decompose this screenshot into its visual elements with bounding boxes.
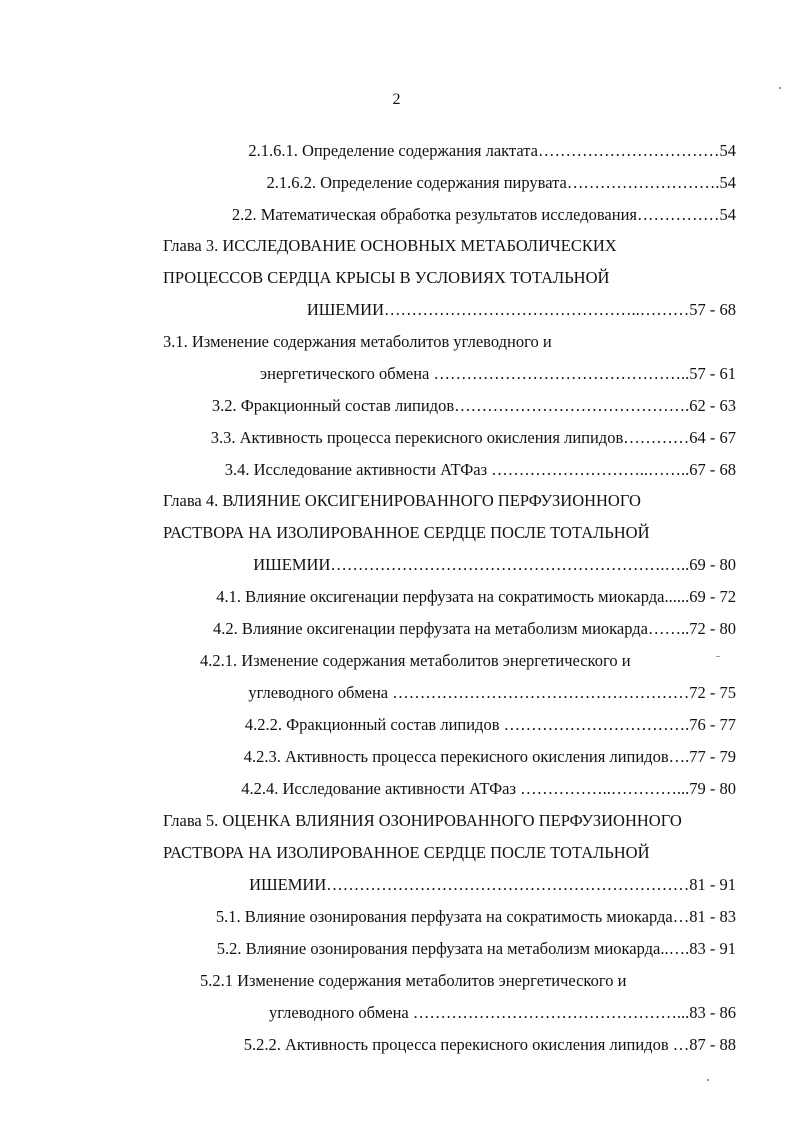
toc-entry-2-1-6-2: 2.1.6.2. Определение содержания пирувата……………………….54 (266, 173, 736, 192)
toc-chapter-3-line-3: ИШЕМИИ………………………………………..………57 - 68 (306, 300, 736, 319)
toc-entry-4-2-2: 4.2.2. Фракционный состав липидов …………………………….76 - 77 (244, 715, 736, 734)
toc-chapter-4-line-1: Глава 4. ВЛИЯНИЕ ОКСИГЕНИРОВАННОГО ПЕРФУЗИОННОГО (163, 491, 641, 510)
toc-chapter-4-line-3: ИШЕМИИ…………………………………………………….…..69 - 80 (253, 555, 736, 574)
toc-entry-4-2-4: 4.2.4. Исследование активности АТФаз ……………..…………...79 - 80 (241, 779, 736, 798)
toc-entry-5-2: 5.2. Влияние озонирования перфузата на метаболизм миокарда..….83 - 91 (216, 939, 736, 958)
toc-entry-4-2-1-line-2: углеводного обмена ………………………………………………72 - 75 (248, 683, 736, 702)
toc-entry-4-2-3: 4.2.3. Активность процесса перекисного окисления липидов….77 - 79 (243, 747, 736, 766)
toc-entry-5-2-2: 5.2.2. Активность процесса перекисного окисления липидов …87 - 88 (243, 1035, 736, 1054)
toc-chapter-5-line-1: Глава 5. ОЦЕНКА ВЛИЯНИЯ ОЗОНИРОВАННОГО ПЕРФУЗИОННОГО (163, 811, 682, 830)
toc-entry-5-2-1-line-2: углеводного обмена …………………………………………...83 - 86 (268, 1003, 736, 1022)
toc-entry-3-1-line-2: энергетического обмена ………………………………………..57 - 61 (260, 364, 736, 383)
toc-chapter-5-line-3: ИШЕМИИ…………………………………………………………81 - 91 (249, 875, 736, 894)
toc-entry-3-4: 3.4. Исследование активности АТФаз ………………………..……..67 - 68 (224, 460, 736, 479)
toc-chapter-4-line-2: РАСТВОРА НА ИЗОЛИРОВАННОЕ СЕРДЦЕ ПОСЛЕ ТОТАЛЬНОЙ (163, 523, 650, 542)
toc-entry-3-2: 3.2. Фракционный состав липидов…………………………………….62 - 63 (211, 396, 736, 415)
toc-chapter-3-line-1: Глава 3. ИССЛЕДОВАНИЕ ОСНОВНЫХ МЕТАБОЛИЧЕСКИХ (163, 236, 617, 255)
toc-entry-3-3: 3.3. Активность процесса перекисного окисления липидов…………64 - 67 (210, 428, 736, 447)
toc-entry-4-1: 4.1. Влияние оксигенации перфузата на сократимость миокарда......69 - 72 (216, 587, 736, 606)
toc-chapter-3-line-2: ПРОЦЕССОВ СЕРДЦА КРЫСЫ В УСЛОВИЯХ ТОТАЛЬНОЙ (163, 268, 610, 287)
toc-entry-4-2: 4.2. Влияние оксигенации перфузата на метаболизм миокарда……..72 - 80 (213, 619, 736, 638)
toc-entry-2-1-6-1: 2.1.6.1. Определение содержания лактата……………………………54 (248, 141, 736, 160)
toc-chapter-5-line-2: РАСТВОРА НА ИЗОЛИРОВАННОЕ СЕРДЦЕ ПОСЛЕ ТОТАЛЬНОЙ (163, 843, 650, 862)
toc-entry-3-1-line-1: 3.1. Изменение содержания метаболитов углеводного и (163, 332, 552, 351)
scan-speck (707, 1079, 709, 1081)
toc-entry-4-2-1-line-1: 4.2.1. Изменение содержания метаболитов энергетического и (200, 651, 631, 670)
toc-entry-5-2-1-line-1: 5.2.1 Изменение содержания метаболитов энергетического и (200, 971, 627, 990)
scan-speck (779, 87, 781, 89)
toc-entry-2-2: 2.2. Математическая обработка результатов исследования……………54 (231, 205, 736, 224)
scan-speck (716, 656, 720, 657)
page-number: 2 (392, 91, 401, 108)
toc-entry-5-1: 5.1. Влияние озонирования перфузата на сократимость миокарда…81 - 83 (215, 907, 736, 926)
